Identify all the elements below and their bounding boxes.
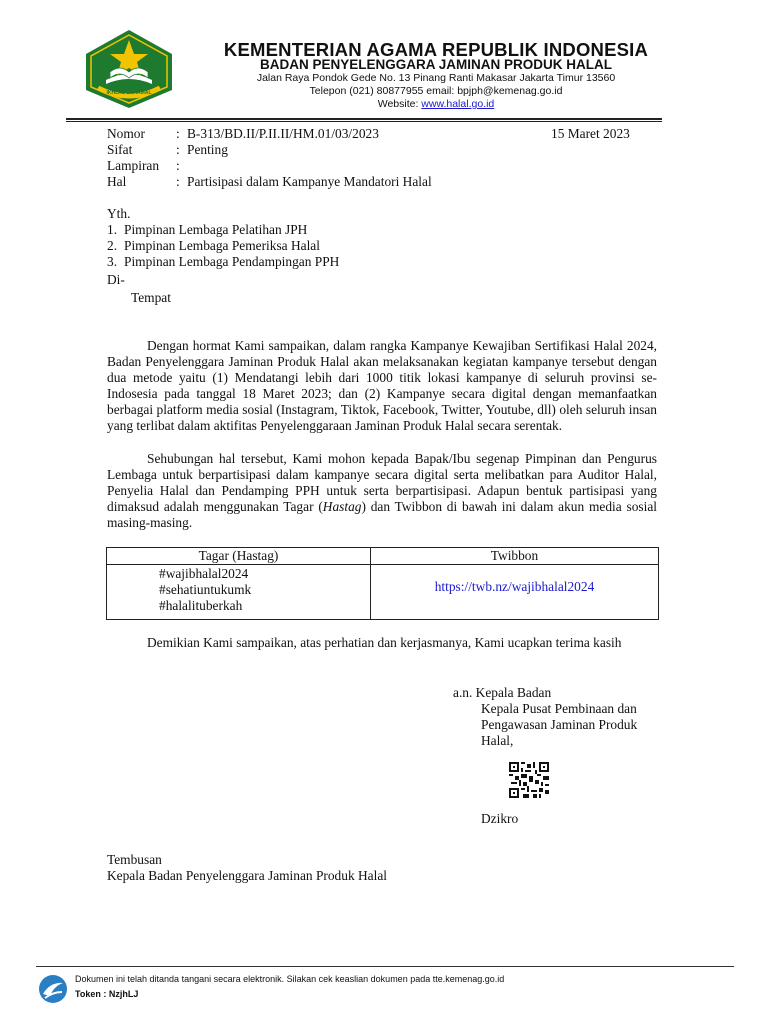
header-rule-thin <box>66 121 662 122</box>
kemenag-logo <box>80 28 178 110</box>
letter-date: 15 Maret 2023 <box>551 126 630 141</box>
recipient-list <box>107 222 339 270</box>
address-line: Jalan Raya Pondok Gede No. 13 Pinang Ranti Makasar Jakarta Timur 13560 <box>256 72 616 84</box>
list-number: 2. <box>107 238 118 253</box>
list-number: 3. <box>107 254 118 269</box>
p2-italic-term: Hastag <box>322 499 362 514</box>
sifat-label: Sifat <box>107 142 133 157</box>
hashtag-table <box>106 547 659 620</box>
header-tagar: Tagar (Hastag) <box>107 548 371 565</box>
footer-token: Token : NzjhLJ <box>75 989 139 999</box>
contact-line: Telepon (021) 80877955 email: bpjph@kemenag.go.id <box>309 85 563 97</box>
website-link[interactable]: www.halal.go.id <box>421 98 495 110</box>
p2-text-start: Sehubungan hal tersebut, Kami mohon kepada Bapak/Ibu segenap Pimpinan dan Pengurus Lembaga untuk berpartisipasi dalam kampanye secara digital serta melibatkan para Auditor Halal, Penyelia Halal dan Pendamping PPH untuk serta berpartisipasi. Adapun bentuk partisipasi yang dimaksud adalah menggunakan Tagar ( <box>107 451 657 514</box>
hashtag: #sehatiuntukumk <box>159 582 252 597</box>
colon: : <box>176 126 180 141</box>
list-item <box>107 254 339 270</box>
website-line <box>180 98 692 111</box>
colon: : <box>176 158 180 173</box>
signature-qr-code <box>509 762 549 798</box>
hal-value: Partisipasi dalam Kampanye Mandatori Halal <box>187 174 432 189</box>
lampiran-label: Lampiran <box>107 158 160 173</box>
ministry-name: KEMENTERIAN AGAMA REPUBLIK INDONESIA <box>223 39 649 60</box>
recipient-text: Pimpinan Lembaga Pelatihan JPH <box>124 222 308 237</box>
body-paragraph-2 <box>107 451 657 531</box>
meta-sifat <box>107 142 647 158</box>
recipient-text: Pimpinan Lembaga Pemeriksa Halal <box>124 238 320 253</box>
office-line: Pengawasan Jaminan Produk <box>481 717 638 732</box>
di-label: Di- <box>107 272 125 287</box>
twibbon-link[interactable]: https://twb.nz/wajibhalal2024 <box>434 579 595 594</box>
sifat-value: Penting <box>187 142 228 157</box>
salutation-yth: Yth. <box>107 206 131 221</box>
bsre-logo-icon <box>38 974 68 1004</box>
meta-lampiran <box>107 158 647 174</box>
colon: : <box>176 174 180 189</box>
hashtag: #wajibhalal2024 <box>159 566 249 581</box>
hal-label: Hal <box>107 174 127 189</box>
cc-item: Kepala Badan Penyelenggara Jaminan Produk Halal <box>107 868 387 883</box>
list-item <box>107 238 339 254</box>
footer-rule <box>36 966 734 967</box>
recipient-text: Pimpinan Lembaga Pendampingan PPH <box>124 254 340 269</box>
nomor-label: Nomor <box>107 126 145 141</box>
list-item <box>107 222 339 238</box>
colon: : <box>176 142 180 157</box>
hashtag-cell <box>107 565 371 620</box>
agency-contact <box>180 72 692 111</box>
office-line: Kepala Pusat Pembinaan dan <box>481 701 637 716</box>
header-rule-thick <box>66 118 662 120</box>
table-header-row <box>107 548 659 565</box>
agency-name: BADAN PENYELENGGARA JAMINAN PRODUK HALAL <box>259 57 612 72</box>
office-line: Halal, <box>481 733 514 748</box>
signer-name: Dzikro <box>481 811 519 826</box>
footer-note: Dokumen ini telah ditanda tangani secara elektronik. Silakan cek keaslian dokumen pada tte.kemenag.go.id <box>75 974 505 984</box>
header-twibbon: Twibbon <box>371 548 659 565</box>
signature-office <box>481 701 681 749</box>
logo-motto: IKHLAS BERAMAL <box>106 90 152 96</box>
cc-label: Tembusan <box>107 852 162 867</box>
table-row <box>107 565 659 620</box>
body-paragraph-1: Dengan hormat Kami sampaikan, dalam rangka Kampanye Kewajiban Sertifikasi Halal 2024, Badan Penyelenggara Jaminan Produk Halal akan melaksanakan kegiatan kampanye tersebut dengan dua metode yaitu (1) Mendatangi lebih dari 1000 titik lokasi kampanye di seluruh provinsi se-Indosesia pada tanggal 18 Maret 2023; dan (2) Kampanye secara digital dengan memanfaatkan berbagai platform media sosial (Instagram, Tiktok, Facebook, Twitter, Youtube, dll) oleh seluruh insan yang terlibat dalam aktifitas Penyelenggaraan Jaminan Produk Halal secara serentak. <box>107 338 657 433</box>
signature-an: a.n. Kepala Badan <box>453 685 552 700</box>
meta-hal <box>107 174 647 190</box>
list-number: 1. <box>107 222 118 237</box>
twibbon-cell <box>371 565 659 620</box>
nomor-value: B-313/BD.II/P.II.II/HM.01/03/2023 <box>187 126 379 141</box>
website-label: Website: <box>377 98 422 110</box>
p2-text-end: ) dan Twibbon di bawah ini dalam akun media sosial masing-masing. <box>107 499 657 530</box>
closing-paragraph: Demikian Kami sampaikan, atas perhatian dan kerjasmanya, Kami ucapkan terima kasih <box>147 635 622 650</box>
hashtag: #halalituberkah <box>159 598 243 613</box>
tempat-label: Tempat <box>131 290 171 305</box>
